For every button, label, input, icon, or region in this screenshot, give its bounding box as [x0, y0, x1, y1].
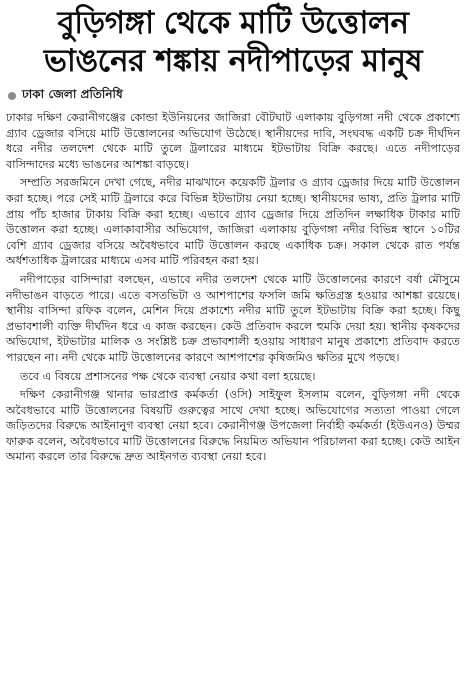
headline-line-1: বুড়িগঙ্গা থেকে মাটি উত্তোলন: [57, 5, 409, 41]
headline: [6, 4, 460, 80]
paragraph: সম্প্রতি সরজমিনে দেখা গেছে, নদীর মাঝখানে কয়েকটি ট্রলার ও গ্র্যাব ড্রেজার দিয়ে মাটি উত্তোলন করা হচ্ছে। পরে সেই মাটি ট্রলারে করে বিভিন্ন ইটভাটায় নেয়া হচ্ছে। স্থানীয়দের ভাষ্য, প্রতি ট্রলার মাটি প্রায় পাঁচ হাজার টাকায় বিক্রি করা হচ্ছে। এভাবে গ্র্যাব ড্রেজার দিয়ে প্রতিদিন লক্ষাধিক টাকার মাটি উত্তোলন করা হচ্ছে। এলাকাবাসীর অভিযোগ, জাজিরা এলাকায় বুড়িগঙ্গা নদীর বিভিন্ন স্থানে ১০টির বেশি গ্র্যাব ড্রেজার বসিয়ে অবৈধভাবে মাটি উত্তোলন করছে একাধিক চক্র। সকাল থেকে রাত পর্যন্ত অর্ধশতাধিক ট্রলারের মাধ্যমে এসব মাটি পরিবহন করা হয়।: [6, 176, 460, 268]
article-body: [6, 110, 460, 465]
paragraph: দক্ষিণ কেরানীগঞ্জ থানার ভারপ্রাপ্ত কর্মকর্তা (ওসি) সাইফুল ইসলাম বলেন, বুড়িগঙ্গা নদী থেকে অবৈধভাবে মাটি উত্তোলনের বিষয়টি গুরুত্বের সাথে দেখা হচ্ছে। অভিযোগের সত্যতা পাওয়া গেলে জড়িতদের বিরুদ্ধে আইনানুগ ব্যবস্থা নেয়া হবে। কেরানীগঞ্জ উপজেলা নির্বাহী কর্মকর্তা (ইউএনও) উম্মর ফারুক বলেন, অবৈধভাবে মাটি উত্তোলনের বিরুদ্ধে নিয়মিত অভিযান পরিচালনা করা হচ্ছে। কেউ আইন অমান্য করলে তার বিরুদ্ধে দ্রুত আইনগত ব্যবস্থা নেয়া হবে।: [6, 388, 460, 464]
bullet-icon: [8, 92, 16, 100]
paragraph: ঢাকার দক্ষিণ কেরানীগঞ্জের কোন্ডা ইউনিয়নের জাজিরা বৌটঘাট এলাকায় বুড়িগঙ্গা নদী থেকে প্রকাশ্যে গ্র্যাব ড্রেজার বসিয়ে মাটি উত্তোলনের অভিযোগ উঠেছে। স্থানীয়দের দাবি, সংঘবদ্ধ একটি চক্র দীর্ঘদিন ধরে নদীর তলদেশ থেকে মাটি তুলে ট্রলারের মাধ্যমে ইটভাটায় বিক্রি করছে। এতে নদীপাড়ের বাসিন্দাদের মধ্যে ভাঙনের আশঙ্কা বাড়ছে।: [6, 111, 460, 171]
paragraph: নদীপাড়ের বাসিন্দারা বলছেন, এভাবে নদীর তলদেশ থেকে মাটি উত্তোলনের কারণে বর্ষা মৌসুমে নদীভাঙন বাড়তে পারে। এতে বসতভিটা ও আশপাশের ফসলি জমি ক্ষতিগ্রস্ত হওয়ার আশঙ্কা রয়েছে। স্থানীয় বাসিন্দা রফিক বলেন, মেশিন দিয়ে প্রকাশ্যে নদীর মাটি তুলে ইটভাটায় বিক্রি করা হচ্ছে। কিছু প্রভাবশালী ব্যক্তি দীর্ঘদিন ধরে এ কাজ করছেন। কেউ প্রতিবাদ করলে হুমকি দেয়া হয়। স্থানীয় কৃষকদের অভিযোগ, ইটভাটার মালিক ও সংশ্লিষ্ট চক্র প্রভাবশালী হওয়ায় সাধারণ মানুষ প্রকাশ্যে প্রতিবাদ করতে পারছেন না। নদী থেকে মাটি উত্তোলনের কারণে আশপাশের কৃষিজমিও ক্ষতির মুখে পড়ছে।: [6, 272, 460, 364]
byline: [8, 86, 460, 106]
byline-text: ঢাকা জেলা প্রতিনিধি: [22, 87, 123, 101]
paragraph: তবে এ বিষয়ে প্রশাসনের পক্ষ থেকে ব্যবস্থা নেয়ার কথা বলা হয়েছে।: [20, 369, 316, 383]
headline-line-2: ভাঙনের শঙ্কায় নদীপাড়ের মানুষ: [43, 43, 423, 79]
